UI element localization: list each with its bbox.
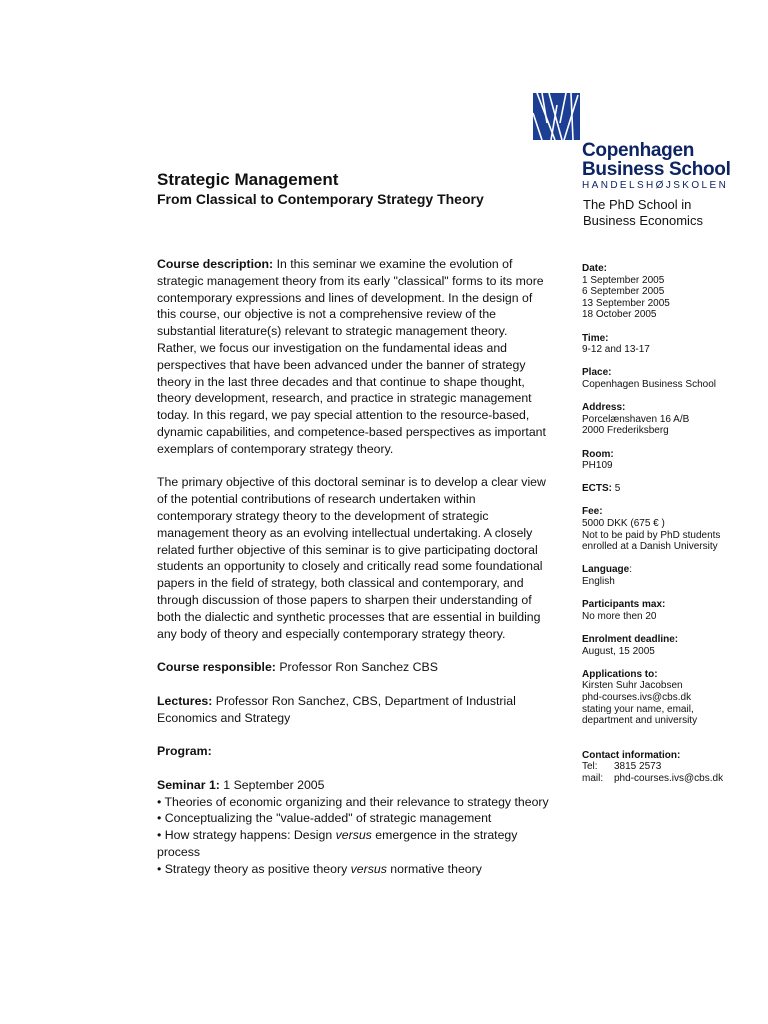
- applications-email: phd-courses.ivs@cbs.dk: [582, 691, 692, 703]
- time-value: 9-12 and 13-17: [582, 344, 650, 356]
- course-responsible-label: Course responsible:: [157, 660, 276, 675]
- ects-block: [582, 483, 752, 495]
- room-label: Room:: [582, 448, 614, 460]
- time-block: [582, 333, 752, 356]
- logo-wordmark: [582, 141, 731, 179]
- room-value: PH109: [582, 460, 613, 472]
- applications-label: Applications to:: [582, 668, 658, 680]
- list-item-emphasis: versus: [335, 828, 372, 843]
- address-line: Porcelænshaven 16 A/B: [582, 413, 690, 425]
- course-description-label: Course description:: [157, 257, 274, 271]
- ects-value: 5: [612, 483, 621, 495]
- seminar-1-date: 1 September 2005: [219, 777, 325, 792]
- course-description: [157, 256, 549, 458]
- course-info-sidebar: [582, 263, 752, 796]
- contact-block: [582, 750, 752, 785]
- fee-line: enrolled at a Danish University: [582, 541, 718, 553]
- logo-lines-icon: [533, 93, 580, 140]
- course-responsible-text: Professor Ron Sanchez CBS: [275, 660, 438, 675]
- list-item-text: emergence in the strategy process: [157, 828, 518, 859]
- contact-mail-value: phd-courses.ivs@cbs.dk: [614, 772, 724, 784]
- room-block: [582, 449, 752, 472]
- list-item: [157, 861, 549, 878]
- language-block: [582, 564, 752, 587]
- date-value: 6 September 2005: [582, 286, 665, 298]
- contact-label: Contact information:: [582, 749, 681, 761]
- list-item-text: • Strategy theory as positive theory: [157, 861, 351, 876]
- ects-label: ECTS:: [582, 483, 612, 495]
- place-block: [582, 367, 752, 390]
- date-block: [582, 263, 752, 321]
- lectures-label: Lectures:: [157, 693, 213, 708]
- page-subtitle: From Classical to Contemporary Strategy Theory: [157, 191, 484, 207]
- list-item: [157, 827, 549, 861]
- time-label: Time:: [582, 332, 609, 344]
- logo-name-line2: Business School: [582, 159, 731, 180]
- page-title: Strategic Management: [157, 170, 339, 189]
- fee-block: [582, 506, 752, 552]
- applications-line: Kirsten Suhr Jacobsen: [582, 680, 683, 692]
- applications-block: [582, 669, 752, 727]
- participants-label: Participants max:: [582, 599, 666, 611]
- phd-school-line2: Business Economics: [583, 213, 703, 228]
- language-label: Language: [582, 564, 630, 576]
- lectures-text: Professor Ron Sanchez, CBS, Department of Industrial Economics and Strategy: [157, 693, 516, 725]
- seminar-1-heading: [157, 777, 549, 794]
- fee-line: 5000 DKK (675 € ): [582, 518, 665, 530]
- fee-line: Not to be paid by PhD students: [582, 529, 721, 541]
- main-text-column: [157, 256, 549, 877]
- phd-school-line1: The PhD School in: [583, 197, 692, 212]
- program-heading: Program:: [157, 744, 212, 759]
- contact-tel-key: Tel:: [582, 761, 598, 773]
- date-value: 18 October 2005: [582, 309, 657, 321]
- course-responsible: [157, 659, 549, 676]
- logo-tagline: HANDELSHØJSKOLEN: [582, 180, 729, 191]
- date-value: 1 September 2005: [582, 274, 665, 286]
- contact-tel-value: 3815 2573: [614, 761, 662, 773]
- seminar-1: [157, 777, 549, 878]
- applications-line: department and university: [582, 715, 698, 727]
- course-description-text: In this seminar we examine the evolution of strategic management theory from its early "classical" forms to its more contemporary expressions and lines of development. In the design of this course, our objective is not a comprehensive review of the substantial literature(s) relevant to strategic management theory. Rather, we focus our investigation on the fundamental ideas and perspectives that have been advanced under the banner of strategy theory in the last three decades and that continue to shape thought, theory development, research, and practice in strategic management today. In this regard, we pay special attention to the resource-based, dynamic capabilities, and competence-based perspectives as important exemplars of contemporary strategy theory.: [157, 257, 546, 456]
- contact-mail-key: mail:: [582, 772, 604, 784]
- phd-school-label: [583, 197, 753, 229]
- seminar-1-topics: [157, 794, 549, 878]
- deadline-label: Enrolment deadline:: [582, 634, 679, 645]
- lectures: [157, 693, 549, 727]
- date-label: Date:: [582, 263, 608, 274]
- deadline-value: August, 15 2005: [582, 645, 655, 657]
- list-item: • Conceptualizing the "value-added" of strategic management: [157, 811, 492, 826]
- place-value: Copenhagen Business School: [582, 378, 716, 390]
- address-line: 2000 Frederiksberg: [582, 425, 669, 437]
- place-label: Place:: [582, 367, 612, 379]
- seminar-1-label: Seminar 1:: [157, 777, 220, 792]
- participants-block: [582, 599, 752, 622]
- deadline-block: [582, 634, 752, 657]
- fee-label: Fee:: [582, 506, 603, 518]
- language-colon: :: [629, 564, 633, 576]
- participants-value: No more then 20: [582, 610, 657, 622]
- course-objective: The primary objective of this doctoral seminar is to develop a clear view of the potential contributions of research undertaken within contemporary strategy theory to the development of strategic management theory as an evolving intellectual undertaking. A closely related further objective of this seminar is to give participating doctoral students an opportunity to closely and critically read some foundational papers in the field of strategy, both classical and contemporary, and through discussion of those papers to sharpen their understanding of both the dialectic and synthetic processes that are essential in building any body of theory and especially contemporary strategy theory.: [157, 475, 546, 641]
- language-value: English: [582, 576, 615, 588]
- contact-tel-row: [582, 761, 752, 773]
- address-label: Address:: [582, 402, 626, 414]
- address-block: [582, 402, 752, 437]
- cbs-logo-mark: [533, 93, 580, 140]
- date-value: 13 September 2005: [582, 297, 670, 309]
- list-item-emphasis: versus: [350, 861, 387, 876]
- list-item-text: normative theory: [386, 861, 482, 876]
- list-item: • Theories of economic organizing and their relevance to strategy theory: [157, 794, 549, 809]
- contact-mail-row: [582, 773, 752, 785]
- logo-name-line1: Copenhagen: [582, 140, 695, 161]
- list-item-text: • How strategy happens: Design: [157, 828, 336, 843]
- applications-line: stating your name, email,: [582, 703, 694, 715]
